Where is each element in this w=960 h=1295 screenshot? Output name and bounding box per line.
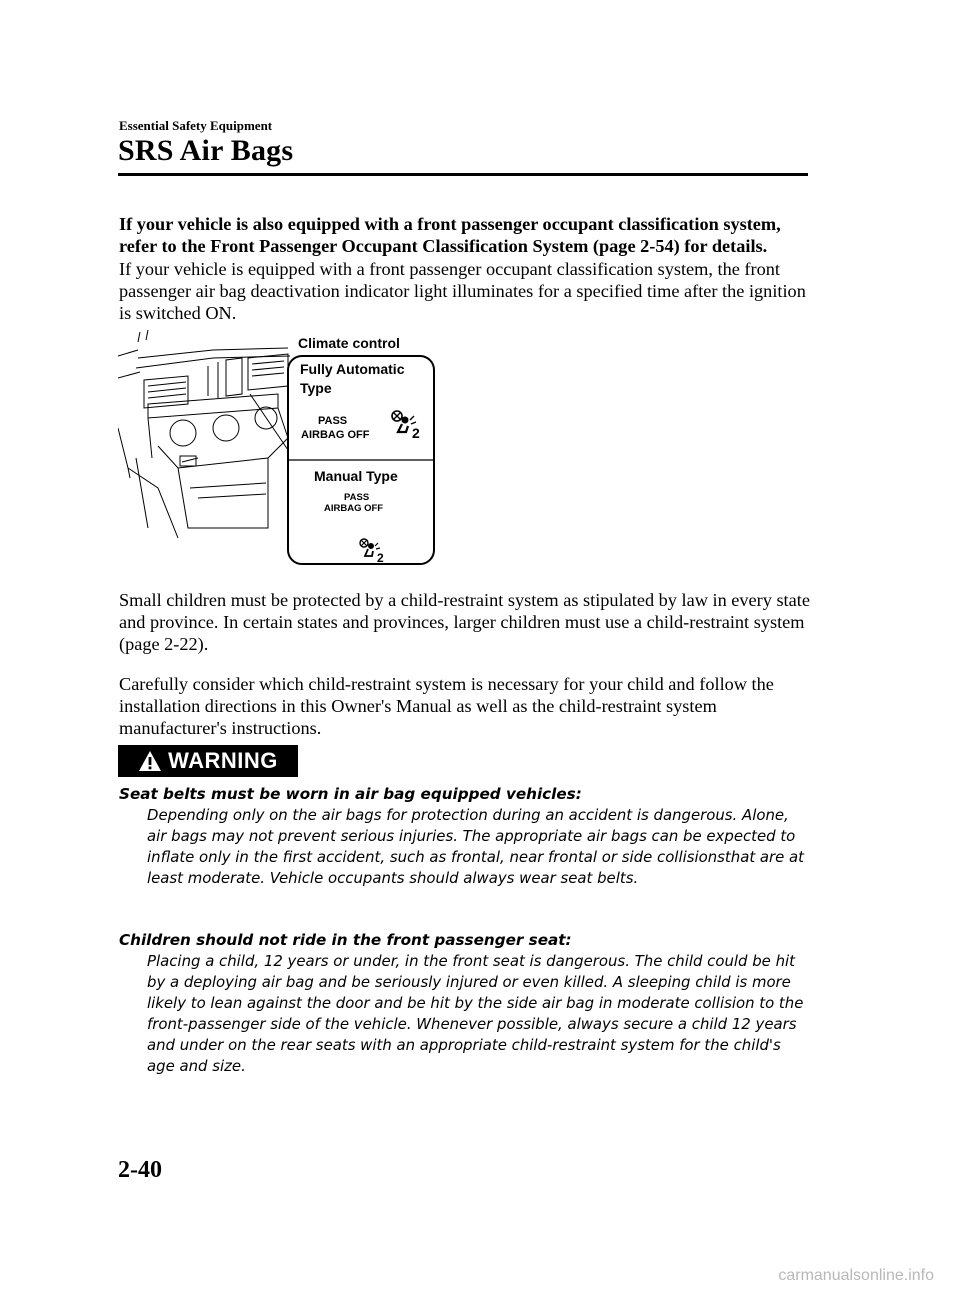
warning-text-2: Placing a child, 12 years or under, in the front seat is dangerous. The child could be hit by a deploying air bag and be seriously injured or even killed. A sleeping child is more likely to lean against the door and be hit by the side air bag in moderate collision to the front-passenger side of the vehicle. Whenever possible, always secure a child 12 years and under on the rear seats with an appropriate child-restraint system for the child's age and size. — [147, 952, 804, 1075]
intro-paragraph: If your vehicle is equipped with a front passenger occupant classification system, the front passenger air bag deactivation indicator light illuminates for a specified time after the ignition is switched ON. — [119, 259, 806, 323]
intro-bold-paragraph: If your vehicle is also equipped with a front passenger occupant classification system, refer to the Front Passenger Occupant Classification System (page 2-54) for details. — [119, 214, 781, 256]
manual-type-label: Manual Type — [314, 468, 398, 484]
manual-airbag-off-text: AIRBAG OFF — [324, 503, 384, 514]
dashboard-illustration — [118, 328, 438, 570]
warning-badge — [118, 745, 298, 777]
warning-text-1: Depending only on the air bags for protection during an accident is dangerous. Alone, air bags may not prevent serious injuries. The appropriate air bags can be expected to inflate only in the first accident, such as frontal, near frontal or side collisionsthat are at least moderate. Vehicle occupants should always wear seat belts. — [147, 806, 804, 887]
auto-type-label-line2: Type — [300, 380, 332, 396]
warning-heading-2: Children should not ride in the front passenger seat: — [119, 931, 572, 949]
indicator-figure — [118, 328, 438, 570]
section-label: Essential Safety Equipment — [119, 118, 273, 133]
header-divider — [118, 173, 808, 176]
climate-control-label: Climate control — [298, 335, 400, 351]
passenger-airbag-icon-manual — [360, 539, 384, 565]
warning-heading-1: Seat belts must be worn in air bag equipped vehicles: — [119, 785, 582, 803]
page-number: 2-40 — [118, 1157, 162, 1183]
passenger-airbag-icon — [392, 411, 420, 441]
watermark: carmanualsonline.info — [778, 1267, 934, 1284]
child-restraint-paragraph: Small children must be protected by a child-restraint system as stipulated by law in every state and province. In certain states and provinces, larger children must use a child-restraint system (page 2-22). — [119, 590, 810, 654]
auto-pass-text: PASS — [318, 415, 348, 427]
manual-seat-number: 2 — [377, 551, 384, 565]
warning-triangle-icon — [138, 750, 162, 772]
auto-airbag-off-text: AIRBAG OFF — [301, 429, 370, 441]
page-title: SRS Air Bags — [118, 134, 294, 167]
manual-pass-text: PASS — [344, 492, 370, 503]
auto-seat-number: 2 — [412, 425, 420, 441]
auto-type-label-line1: Fully Automatic — [300, 361, 405, 377]
installation-paragraph: Carefully consider which child-restraint system is necessary for your child and follow the installation directions in this Owner's Manual as well as the child-restraint system manufacturer's instructions. — [119, 674, 774, 738]
warning-label: WARNING — [168, 748, 278, 773]
